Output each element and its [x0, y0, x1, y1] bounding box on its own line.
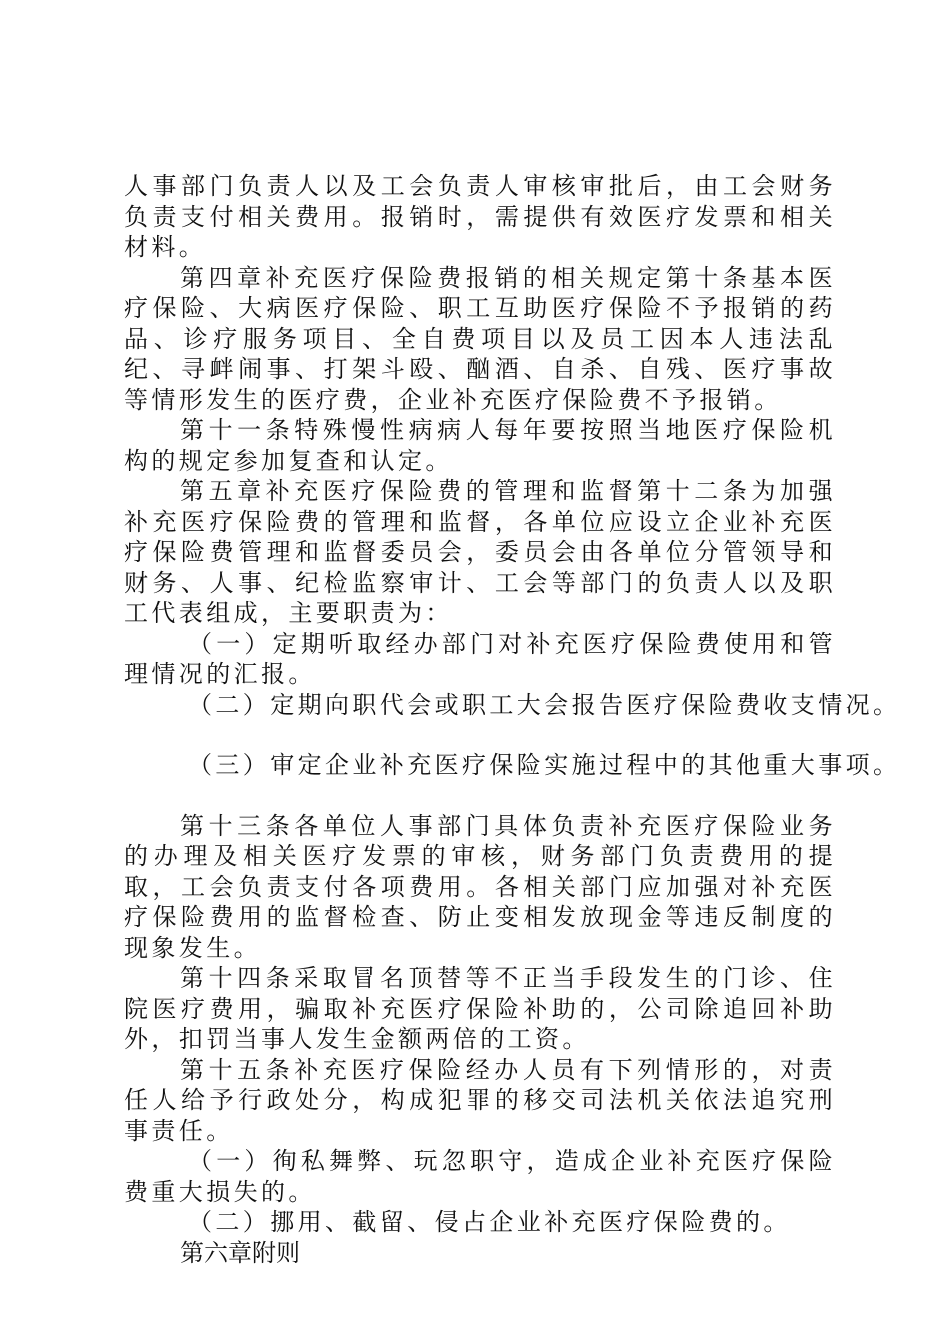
paragraph-article-thirteen: 第十三条各单位人事部门具体负责补充医疗保险业务的办理及相关医疗发票的审核，财务部门负责费用的提取，工会负责支付各项费用。各相关部门应加强对补充医疗保险费用的监督检查、防止变相发放现金等违反制度的现象发生。	[124, 811, 836, 962]
paragraph-continuation: 人事部门负责人以及工会负责人审核审批后，由工会财务负责支付相关费用。报销时，需提供有效医疗发票和相关材料。	[124, 172, 836, 261]
list-item-two: （二）定期向职代会或职工大会报告医疗保险费收支情况。	[188, 690, 901, 719]
list-item-one: （一）定期听取经办部门对补充医疗保险费使用和管理情况的汇报。	[124, 629, 836, 688]
document-body	[124, 171, 901, 1268]
paragraph-article-fourteen: 第十四条采取冒名顶替等不正当手段发生的门诊、住院医疗费用，骗取补充医疗保险补助的，公司除追回补助外，扣罚当事人发生金额两倍的工资。	[124, 964, 836, 1053]
list-item-three: （三）审定企业补充医疗保险实施过程中的其他重大事项。	[188, 751, 901, 779]
chapter-six-heading: 第六章附则	[180, 1238, 300, 1267]
paragraph-article-eleven: 第十一条特殊慢性病病人每年要按照当地医疗保险机构的规定参加复查和认定。	[124, 416, 836, 475]
list-item-fifteen-two: （二）挪用、截留、侵占企业补充医疗保险费的。	[188, 1208, 791, 1236]
paragraph-chapter-five-article-twelve: 第五章补充医疗保险费的管理和监督第十二条为加强补充医疗保险费的管理和监督，各单位应设立企业补充医疗保险费管理和监督委员会，委员会由各单位分管领导和财务、人事、纪检监察审计、工会等部门的负责人以及职工代表组成，主要职责为：	[124, 477, 836, 627]
paragraph-chapter-four-article-ten: 第四章补充医疗保险费报销的相关规定第十条基本医疗保险、大病医疗保险、职工互助医疗保险不予报销的药品、诊疗服务项目、全自费项目以及员工因本人违法乱纪、寻衅闹事、打架斗殴、酗酒、自杀、自残、医疗事故等情形发生的医疗费，企业补充医疗保险费不予报销。	[124, 263, 836, 414]
list-item-fifteen-one: （一）徇私舞弊、玩忽职守，造成企业补充医疗保险费重大损失的。	[124, 1147, 836, 1206]
paragraph-article-fifteen: 第十五条补充医疗保险经办人员有下列情形的，对责任人给予行政处分，构成犯罪的移交司法机关依法追究刑事责任。	[124, 1055, 836, 1145]
